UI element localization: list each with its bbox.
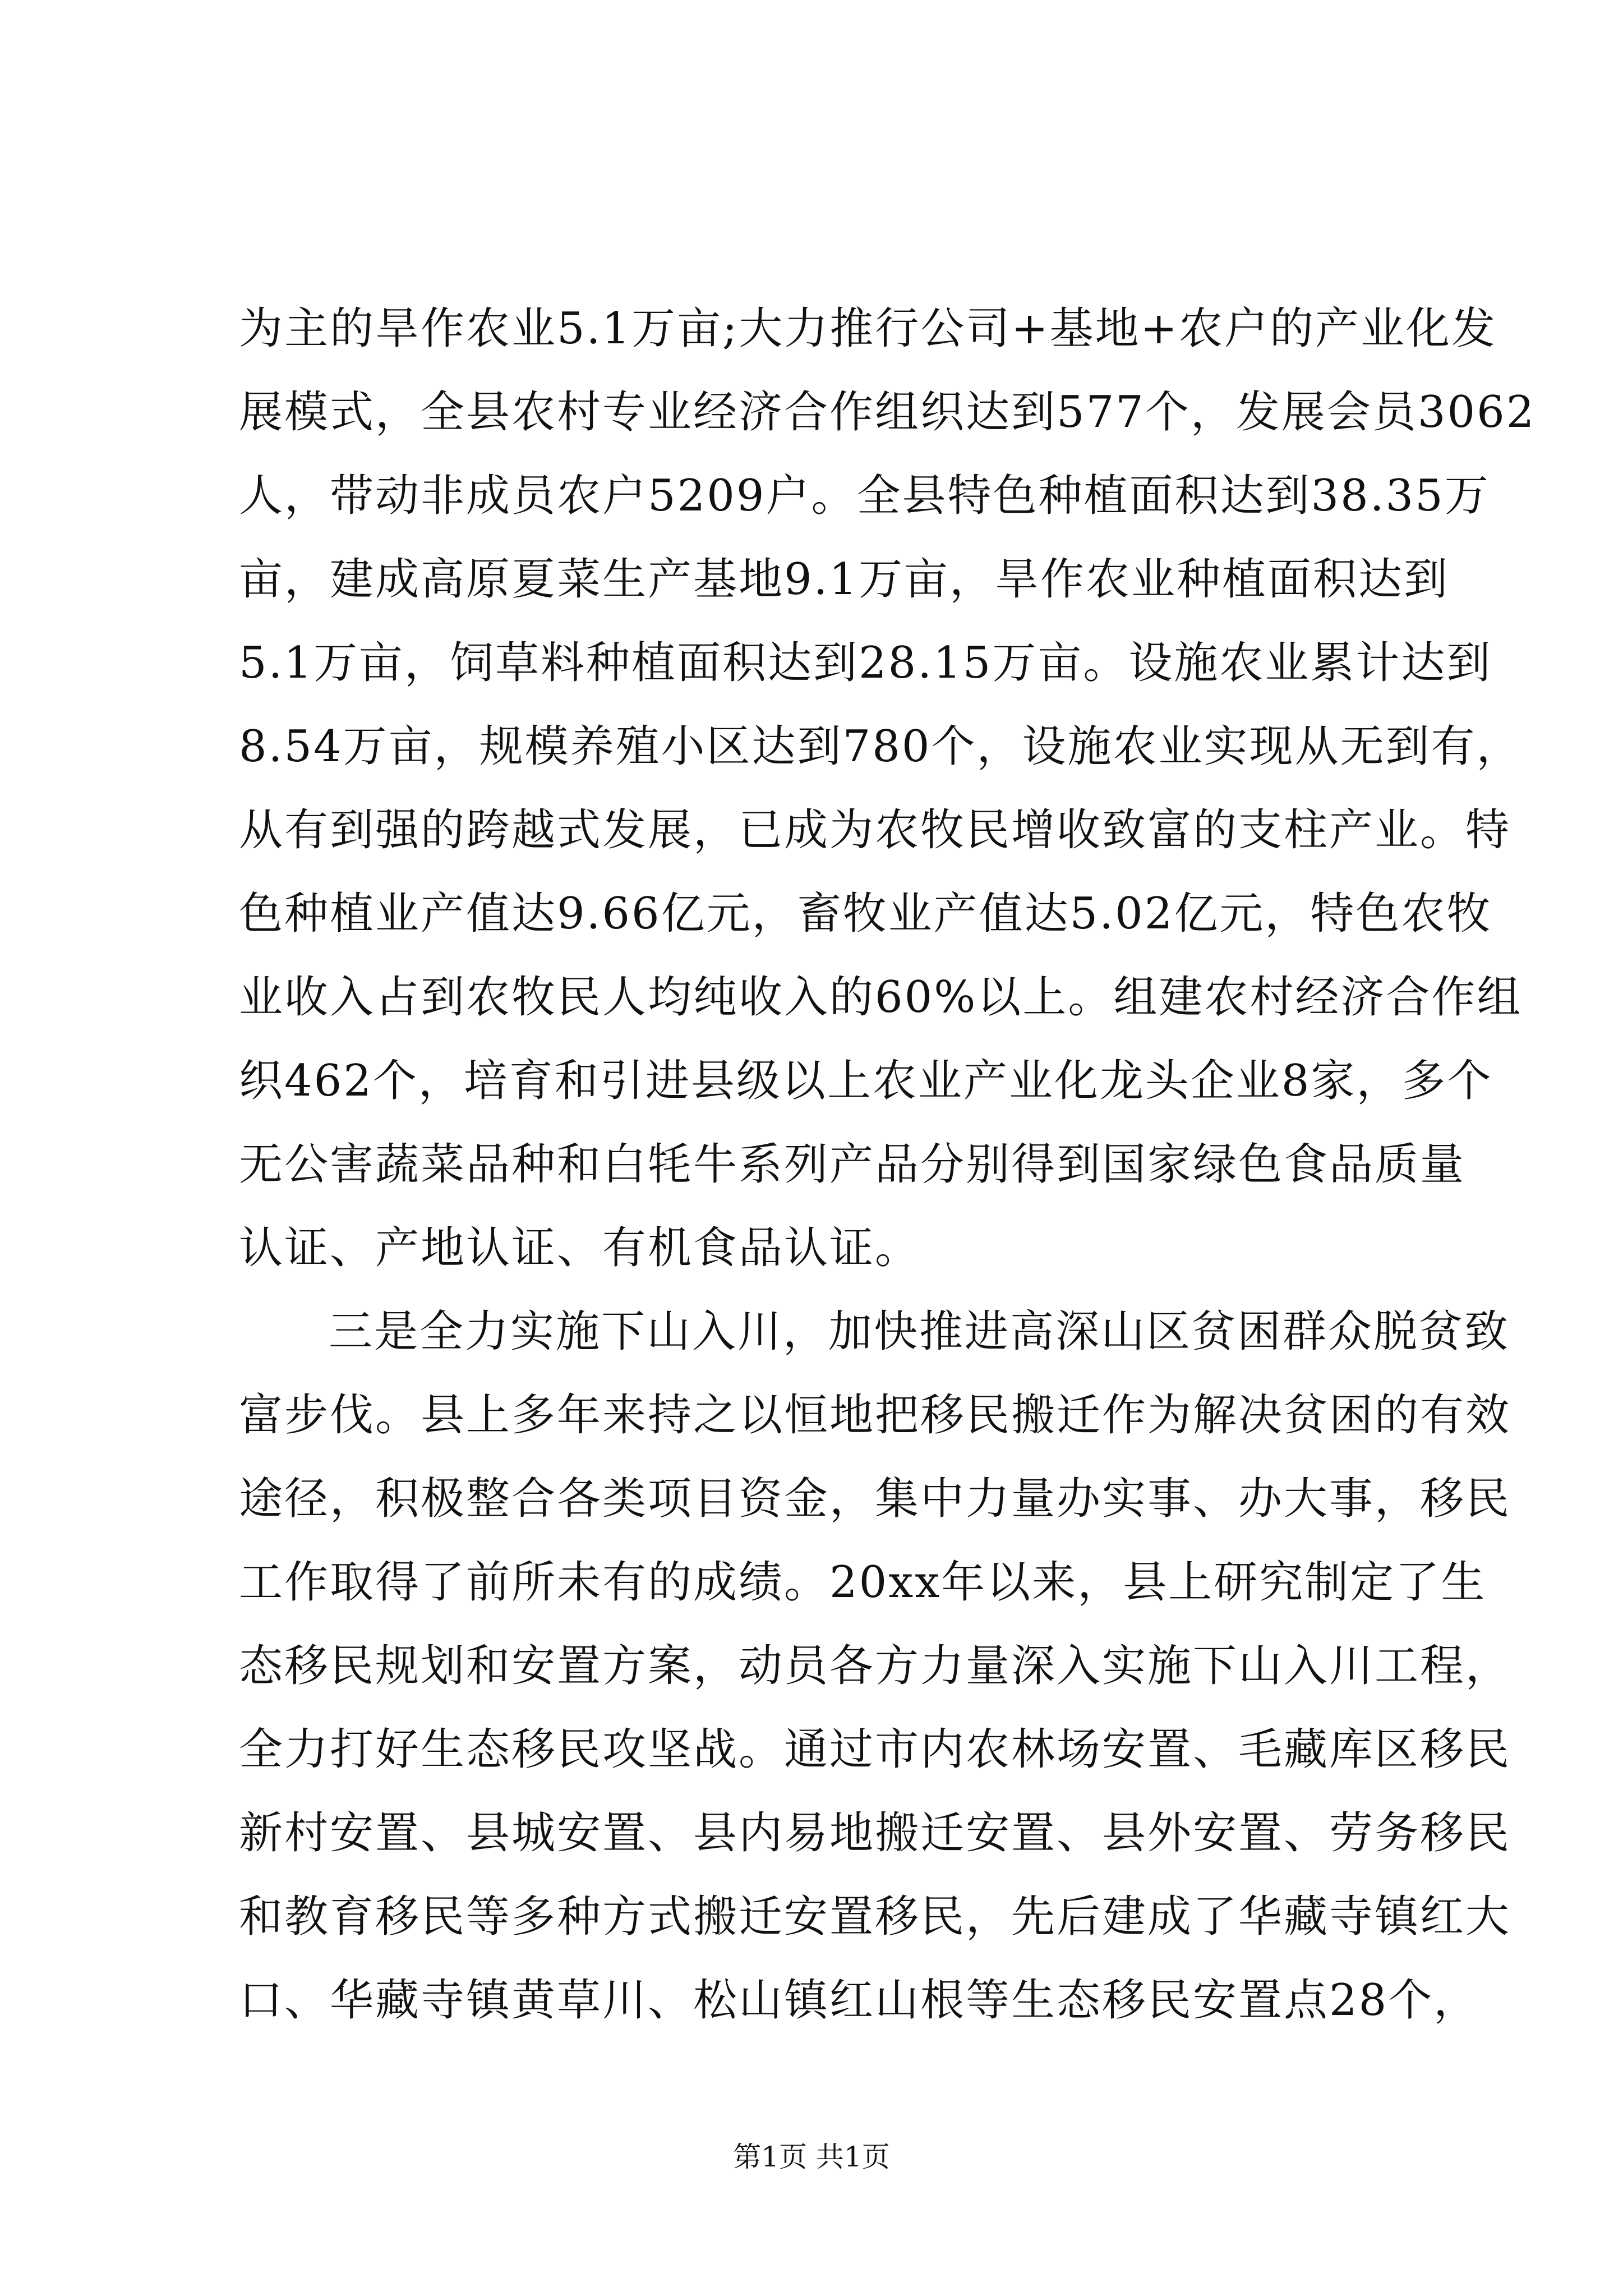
text-line: 富步伐。县上多年来持之以恒地把移民搬迁作为解决贫困的有效: [239, 1390, 1511, 1441]
page-number-label: 第1页 共1页: [733, 2141, 890, 2173]
text-line: 态移民规划和安置方案，动员各方力量深入实施下山入川工程，: [239, 1641, 1511, 1691]
text-line: 全力打好生态移民攻坚战。通过市内农林场安置、毛藏库区移民: [239, 1724, 1511, 1775]
text-line: 口、华藏寺镇黄草川、松山镇红山根等生态移民安置点28个，: [239, 1975, 1479, 2026]
text-line: 为主的旱作农业5.1万亩;大力推行公司+基地+农户的产业化发: [239, 303, 1497, 354]
text-line: 亩，建成高原夏菜生产基地9.1万亩，旱作农业种植面积达到: [239, 554, 1450, 605]
text-line: 织462个，培育和引进县级以上农业产业化龙头企业8家，多个: [239, 1056, 1493, 1106]
text-line: 和教育移民等多种方式搬迁安置移民，先后建成了华藏寺镇红大: [239, 1892, 1511, 1942]
text-line: 从有到强的跨越式发展，已成为农牧民增收致富的支柱产业。特: [239, 805, 1511, 855]
text-line: 人，带动非成员农户5209户。全县特色种植面积达到38.35万: [239, 471, 1490, 521]
text-line: 新村安置、县城安置、县内易地搬迁安置、县外安置、劳务移民: [239, 1808, 1511, 1858]
text-line: 色种植业产值达9.66亿元，畜牧业产值达5.02亿元，特色农牧: [239, 889, 1492, 939]
page-footer: [0, 2140, 1623, 2174]
text-line: 途径，积极整合各类项目资金，集中力量办实事、办大事，移民: [239, 1474, 1511, 1524]
text-line: 无公害蔬菜品种和白牦牛系列产品分别得到国家绿色食品质量: [239, 1139, 1466, 1190]
paragraph-start-line: 三是全力实施下山入川，加快推进高深山区贫困群众脱贫致: [329, 1306, 1510, 1357]
body-text: [239, 287, 1536, 2042]
text-line: 展模式，全县农村专业经济合作组织达到577个，发展会员3062: [239, 387, 1536, 438]
text-line: 8.54万亩，规模养殖小区达到780个，设施农业实现从无到有，: [239, 721, 1522, 772]
text-line: 认证、产地认证、有机食品认证。: [239, 1223, 921, 1273]
text-line: 5.1万亩，饲草料种植面积达到28.15万亩。设施农业累计达到: [239, 638, 1492, 688]
text-line: 业收入占到农牧民人均纯收入的60%以上。组建农村经济合作组: [239, 972, 1523, 1023]
text-line: 工作取得了前所未有的成绩。20xx年以来，县上研究制定了生: [239, 1557, 1487, 1608]
